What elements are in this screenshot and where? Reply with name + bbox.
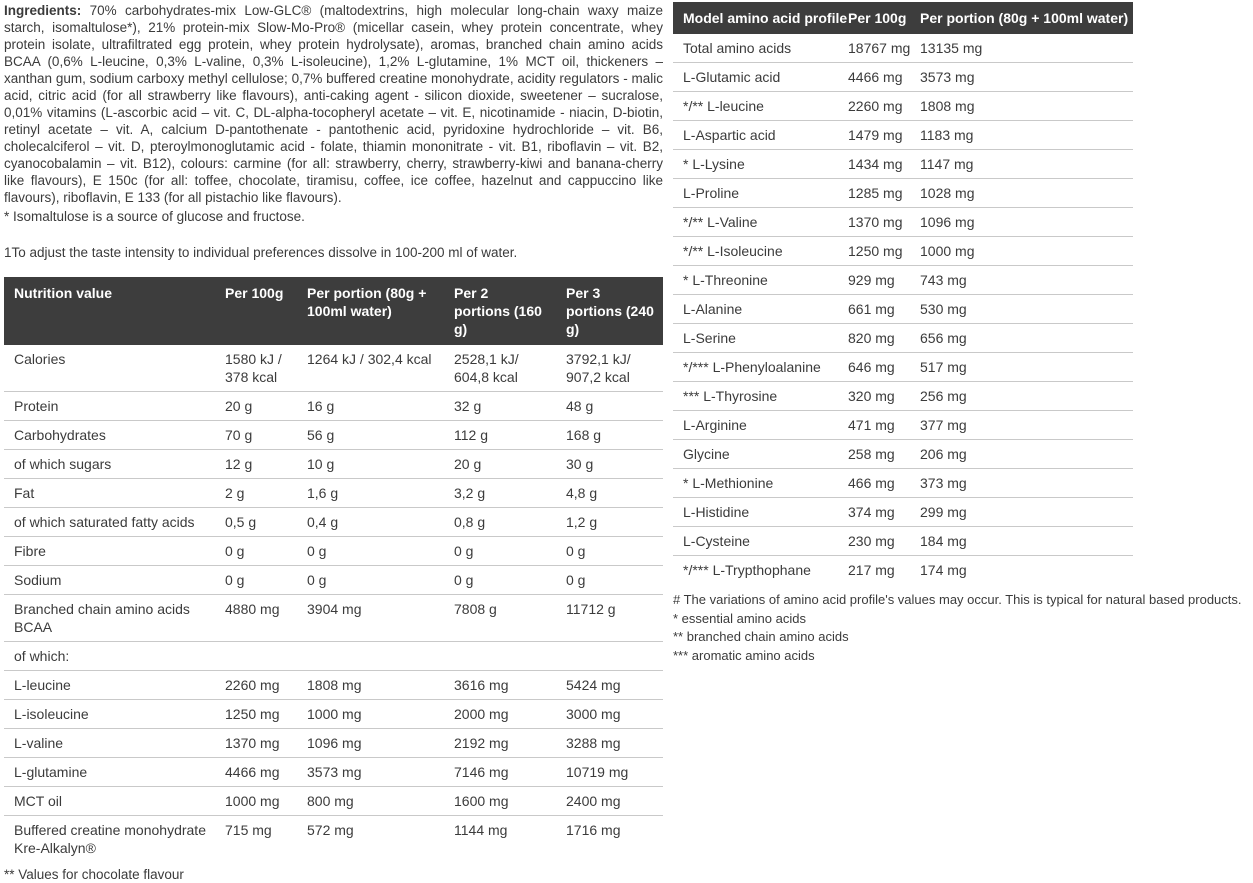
- table-row: [4, 479, 663, 508]
- table-cell: 3573 mg: [920, 63, 1133, 92]
- table-cell: 174 mg: [920, 562, 967, 578]
- left-column: [4, 0, 663, 883]
- table-cell: L-Histidine: [673, 498, 848, 527]
- table-cell: 530 mg: [920, 295, 1133, 324]
- table-row: [673, 498, 1133, 527]
- table-cell: 230 mg: [848, 527, 920, 556]
- table-cell: 1,2 g: [556, 508, 663, 537]
- table-cell: 20 g: [444, 450, 556, 479]
- table-cell: 11712 g: [556, 595, 663, 642]
- column-header: Model amino acid profile: [673, 2, 848, 34]
- table-cell: Protein: [4, 392, 215, 421]
- column-header: Nutrition value: [4, 277, 215, 345]
- table-row: [4, 345, 663, 392]
- table-row: [4, 392, 663, 421]
- amino-acid-table: [673, 2, 1133, 584]
- table-cell: 2260 mg: [848, 92, 920, 121]
- table-cell: * L-Methionine: [673, 469, 848, 498]
- table-cell: 1808 mg: [920, 92, 1133, 121]
- table-cell: 56 g: [297, 421, 444, 450]
- table-cell: [444, 642, 556, 671]
- table-cell: 0,8 g: [444, 508, 556, 537]
- table-cell: 5424 mg: [556, 671, 663, 700]
- table-row: [4, 787, 663, 816]
- table-row: [673, 179, 1133, 208]
- table-cell: 1808 mg: [297, 671, 444, 700]
- table-cell: 206 mg: [920, 440, 1133, 469]
- table-cell: 7146 mg: [444, 758, 556, 787]
- table-cell: 466 mg: [848, 469, 920, 498]
- table-cell: 18767 mg: [848, 34, 920, 63]
- table-cell: 373 mg: [920, 469, 1133, 498]
- table-cell: 0 g: [556, 537, 663, 566]
- table-row: [4, 671, 663, 700]
- right-column: [673, 2, 1253, 665]
- table-cell: 112 g: [444, 421, 556, 450]
- table-cell: 12 g: [215, 450, 297, 479]
- table-cell: 184 mg: [920, 527, 1133, 556]
- table-row: [673, 556, 1133, 585]
- table-cell: 646 mg: [848, 353, 920, 382]
- table-cell: 320 mg: [848, 382, 920, 411]
- amino-table-head: [673, 2, 1133, 34]
- table-cell: */** L-Valine: [673, 208, 848, 237]
- table-cell: 0 g: [297, 566, 444, 595]
- amino-footnote-variations: # The variations of amino acid profile's values may occur. This is typical for natural based products.: [673, 592, 1242, 607]
- amino-footnote-aromatic: *** aromatic amino acids: [673, 647, 815, 663]
- isomaltulose-footnote: * Isomaltulose is a source of glucose and fructose.: [4, 209, 305, 224]
- column-header: Per portion (80g + 100ml water): [297, 277, 444, 345]
- table-cell: 1285 mg: [848, 179, 920, 208]
- table-row: [673, 295, 1133, 324]
- table-cell: *** L-Thyrosine: [673, 382, 848, 411]
- table-cell: 377 mg: [920, 411, 1133, 440]
- table-cell: 7808 g: [444, 595, 556, 642]
- table-row: [4, 642, 663, 671]
- table-cell: 715 mg: [225, 822, 272, 838]
- table-cell: 1250 mg: [848, 237, 920, 266]
- column-header: Per 100g: [848, 2, 920, 34]
- table-cell: 2400 mg: [556, 787, 663, 816]
- table-row: [673, 469, 1133, 498]
- table-cell: 2528,1 kJ/ 604,8 kcal: [444, 345, 556, 392]
- table-cell: 517 mg: [920, 353, 1133, 382]
- table-cell: 299 mg: [920, 498, 1133, 527]
- header-row: [673, 2, 1133, 34]
- nutrition-table: [4, 277, 663, 862]
- table-cell: 3000 mg: [556, 700, 663, 729]
- table-cell: Total amino acids: [673, 34, 848, 63]
- table-row: [4, 508, 663, 537]
- table-cell: 48 g: [556, 392, 663, 421]
- table-cell: 1144 mg: [454, 822, 508, 838]
- table-row: [673, 92, 1133, 121]
- table-row: [673, 527, 1133, 556]
- table-cell: 4880 mg: [215, 595, 297, 642]
- table-row: [673, 150, 1133, 179]
- column-header: Per 2 portions (160 g): [444, 277, 556, 345]
- table-row: [673, 237, 1133, 266]
- table-row: [673, 266, 1133, 295]
- table-cell: 374 mg: [848, 498, 920, 527]
- table-cell: of which sugars: [4, 450, 215, 479]
- table-cell: Carbohydrates: [4, 421, 215, 450]
- table-cell: 0,5 g: [215, 508, 297, 537]
- table-cell: L-leucine: [4, 671, 215, 700]
- table-cell: 4466 mg: [215, 758, 297, 787]
- table-row: [673, 121, 1133, 150]
- table-cell: L-Serine: [673, 324, 848, 353]
- table-row: [4, 566, 663, 595]
- column-header: Per portion (80g + 100ml water): [920, 2, 1133, 34]
- table-cell: 1264 kJ / 302,4 kcal: [297, 345, 444, 392]
- table-cell: L-Cysteine: [673, 527, 848, 556]
- table-cell: * L-Lysine: [673, 150, 848, 179]
- nutrition-table-body: [4, 345, 663, 862]
- table-cell: 4,8 g: [556, 479, 663, 508]
- table-cell: 1147 mg: [920, 150, 1133, 179]
- table-cell: 3288 mg: [556, 729, 663, 758]
- amino-table-body: [673, 34, 1133, 584]
- table-cell: 800 mg: [297, 787, 444, 816]
- table-cell: 743 mg: [920, 266, 1133, 295]
- table-cell: 1370 mg: [215, 729, 297, 758]
- table-cell: 256 mg: [920, 382, 1133, 411]
- table-row: [4, 700, 663, 729]
- table-cell: 1370 mg: [848, 208, 920, 237]
- table-cell: L-isoleucine: [4, 700, 215, 729]
- table-cell: 0 g: [215, 566, 297, 595]
- table-cell: */** L-Isoleucine: [673, 237, 848, 266]
- table-cell: 0 g: [444, 537, 556, 566]
- table-cell: 1,6 g: [297, 479, 444, 508]
- table-row: [4, 816, 663, 863]
- amino-footnotes: [673, 591, 1253, 665]
- table-cell: 2 g: [215, 479, 297, 508]
- table-cell: */** L-leucine: [673, 92, 848, 121]
- table-cell: 2000 mg: [444, 700, 556, 729]
- table-cell: Fibre: [4, 537, 215, 566]
- table-cell: 10719 mg: [556, 758, 663, 787]
- table-cell: 1479 mg: [848, 121, 920, 150]
- table-cell: 32 g: [444, 392, 556, 421]
- table-cell: 661 mg: [848, 295, 920, 324]
- table-row: [673, 208, 1133, 237]
- table-cell: L-Glutamic acid: [673, 63, 848, 92]
- table-cell: 1000 mg: [920, 237, 1133, 266]
- chocolate-flavour-footnote: ** Values for chocolate flavour: [4, 867, 184, 882]
- table-cell: 13135 mg: [920, 34, 1133, 63]
- table-row: [673, 34, 1133, 63]
- table-row: [673, 324, 1133, 353]
- table-row: [673, 353, 1133, 382]
- table-cell: L-glutamine: [4, 758, 215, 787]
- table-cell: L-Alanine: [673, 295, 848, 324]
- column-header: Per 3 portions (240 g): [556, 277, 663, 345]
- table-cell: 1000 mg: [297, 700, 444, 729]
- table-cell: 0 g: [444, 566, 556, 595]
- table-row: [673, 63, 1133, 92]
- amino-footnote-branched: ** branched chain amino acids: [673, 629, 849, 644]
- table-cell: 10 g: [297, 450, 444, 479]
- table-cell: [215, 642, 297, 671]
- table-cell: 0 g: [215, 537, 297, 566]
- table-cell: 1096 mg: [297, 729, 444, 758]
- table-cell: 1434 mg: [848, 150, 920, 179]
- table-cell: */*** L-Phenyloalanine: [673, 353, 848, 382]
- table-row: [4, 595, 663, 642]
- table-cell: 3573 mg: [297, 758, 444, 787]
- table-cell: 1096 mg: [920, 208, 1133, 237]
- table-cell: 70 g: [215, 421, 297, 450]
- table-cell: 20 g: [215, 392, 297, 421]
- table-cell: 820 mg: [848, 324, 920, 353]
- table-cell: L-Aspartic acid: [673, 121, 848, 150]
- table-row: [4, 729, 663, 758]
- table-cell: 2192 mg: [444, 729, 556, 758]
- table-cell: L-Arginine: [673, 411, 848, 440]
- ingredients-label: Ingredients:: [4, 3, 82, 18]
- column-header: Per 100g: [215, 277, 297, 345]
- table-cell: Glycine: [673, 440, 848, 469]
- table-cell: 572 mg: [307, 822, 354, 838]
- ingredients-text: 70% carbohydrates-mix Low-GLC® (maltodextrins, high molecular long-chain waxy maize starch, isomaltulose*), 21% protein-mix Slow-Mo-Pro® (micellar casein, whey protein concentrate, whey protein isolate, ultrafiltrated egg protein, whey protein hydrolysate), aromas, branched chain amino acids BCAA (0,6% L-leucine, 0,3% L-valine, 0,3% L-isoleucine), 1,2% L-glutamine, 1% MCT oil, thickeners – xanthan gum, sodium carboxy methyl cellulose; 0,7% buffered creatine monohydrate, acidity regulators - malic acid, citric acid (for all strawberry like flavours), anti-caking agent - silicon dioxide, sweetener – sucralose, 0,01% vitamins (L-ascorbic acid – vit. C, DL-alpha-tocopheryl acetate – vit. E, nicotinamide - niacin, D-biotin, retinyl acetate – vit. A, calcium D-pantothenate - pantothenic acid, pyridoxine hydrochloride – vit. B6, cholecalciferol – vit. D, pteroylmonoglutamic acid - folate, thiamin mononitrate - vit. B1, riboflavin – vit. B2, cyanocobalamin – vit. B12), colours: carmine (for all: strawberry, cherry, strawberry-kiwi and banana-cherry like flavours), E 150c (for all: toffee, chocolate, tiramisu, coffee, ice coffee, hazelnut and cappuccino like flavours), riboflavin, E 133 (for all pistachio like flavours).: [4, 3, 663, 205]
- table-cell: [556, 642, 663, 671]
- table-cell: 1580 kJ / 378 kcal: [215, 345, 297, 392]
- table-cell: 1000 mg: [215, 787, 297, 816]
- table-row: [4, 421, 663, 450]
- table-cell: Fat: [4, 479, 215, 508]
- header-row: [4, 277, 663, 345]
- table-cell: 1600 mg: [444, 787, 556, 816]
- table-cell: 471 mg: [848, 411, 920, 440]
- table-cell: 0 g: [556, 566, 663, 595]
- table-cell: 0,4 g: [297, 508, 444, 537]
- table-cell: MCT oil: [4, 787, 215, 816]
- table-cell: */*** L-Trypthophane: [683, 562, 811, 578]
- table-cell: 217 mg: [848, 562, 895, 578]
- nutrition-table-head: [4, 277, 663, 345]
- table-cell: L-valine: [4, 729, 215, 758]
- table-row: [673, 382, 1133, 411]
- table-row: [673, 440, 1133, 469]
- table-cell: 4466 mg: [848, 63, 920, 92]
- table-cell: 1250 mg: [215, 700, 297, 729]
- table-cell: L-Proline: [673, 179, 848, 208]
- table-cell: 3904 mg: [297, 595, 444, 642]
- table-cell: Sodium: [4, 566, 215, 595]
- table-row: [4, 758, 663, 787]
- table-cell: 2260 mg: [215, 671, 297, 700]
- table-row: [4, 450, 663, 479]
- table-cell: 16 g: [297, 392, 444, 421]
- table-cell: of which saturated fatty acids: [4, 508, 215, 537]
- table-cell: Branched chain amino acids BCAA: [4, 595, 215, 642]
- table-cell: 3792,1 kJ/ 907,2 kcal: [556, 345, 663, 392]
- table-cell: [297, 642, 444, 671]
- table-row: [4, 537, 663, 566]
- table-cell: 1028 mg: [920, 179, 1133, 208]
- table-cell: 0 g: [297, 537, 444, 566]
- table-cell: 3616 mg: [444, 671, 556, 700]
- table-cell: 258 mg: [848, 440, 920, 469]
- table-cell: 1716 mg: [566, 822, 621, 838]
- table-cell: of which:: [4, 642, 215, 671]
- table-cell: 30 g: [556, 450, 663, 479]
- table-cell: 656 mg: [920, 324, 1133, 353]
- dissolve-note: 1To adjust the taste intensity to individual preferences dissolve in 100-200 ml of water.: [4, 245, 518, 260]
- ingredients-paragraph: [4, 2, 663, 206]
- amino-footnote-essential: * essential amino acids: [673, 610, 806, 626]
- table-cell: 168 g: [556, 421, 663, 450]
- table-cell: 929 mg: [848, 266, 920, 295]
- table-cell: Calories: [4, 345, 215, 392]
- table-cell: 3,2 g: [444, 479, 556, 508]
- table-row: [673, 411, 1133, 440]
- table-cell: * L-Threonine: [673, 266, 848, 295]
- table-cell: Buffered creatine monohydrate Kre-Alkalyn®: [14, 822, 206, 856]
- table-cell: 1183 mg: [920, 121, 1133, 150]
